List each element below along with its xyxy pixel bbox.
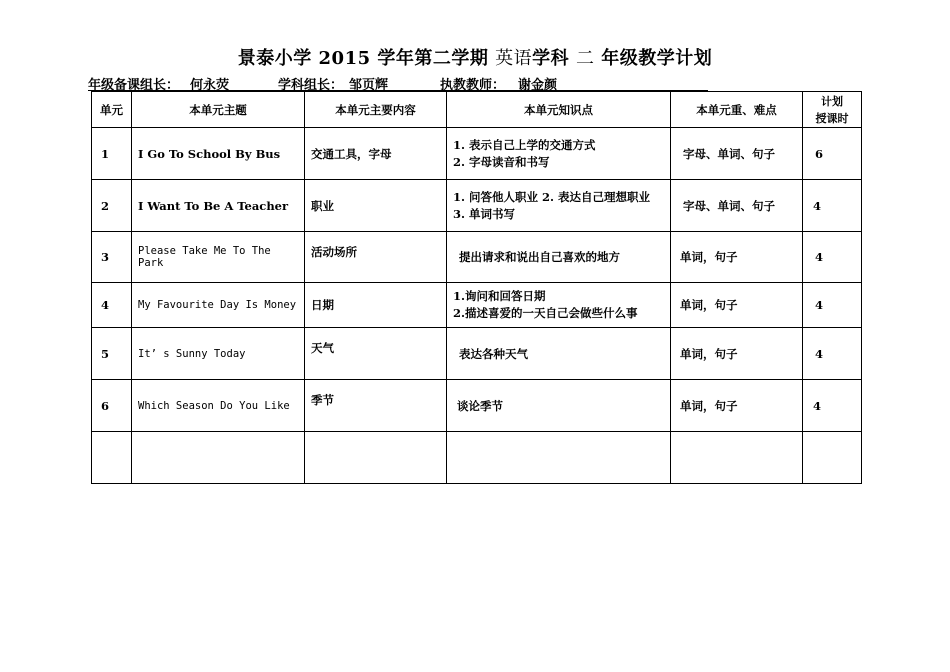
unit-number: 5 [92, 328, 132, 380]
unit-knowledge [447, 128, 671, 180]
unit-hours: 4 [803, 180, 862, 232]
header-unit: 单元 [92, 92, 132, 128]
empty-cell [305, 432, 447, 484]
empty-cell [132, 432, 305, 484]
table-row [92, 128, 862, 180]
unit-knowledge [447, 180, 671, 232]
unit-theme: Please Take Me To The Park [132, 232, 305, 283]
unit-hours: 4 [803, 232, 862, 283]
unit-knowledge: 提出请求和说出自己喜欢的地方 [447, 232, 671, 283]
unit-hours: 4 [803, 328, 862, 380]
unit-theme: I Want To Be A Teacher [132, 180, 305, 232]
unit-number: 3 [92, 232, 132, 283]
knowledge-line: 1.询问和回答日期 [453, 289, 546, 303]
knowledge-line: 1. 问答他人职业 2. 表达自己理想职业 [453, 189, 651, 204]
unit-content: 活动场所 [305, 232, 447, 283]
table-row-empty [92, 432, 862, 484]
unit-hours: 6 [803, 128, 862, 180]
unit-difficulty: 单词，句子 [671, 283, 803, 328]
unit-difficulty: 字母、单词、句子 [671, 128, 803, 180]
header-theme: 本单元主题 [132, 92, 305, 128]
empty-cell [803, 432, 862, 484]
empty-cell [447, 432, 671, 484]
empty-cell [92, 432, 132, 484]
table-row [92, 232, 862, 283]
header-hours-line2: 授课时 [815, 111, 849, 125]
unit-number: 1 [92, 128, 132, 180]
unit-theme: I Go To School By Bus [132, 128, 305, 180]
unit-theme: My Favourite Day Is Money [132, 283, 305, 328]
empty-cell [671, 432, 803, 484]
table-row [92, 328, 862, 380]
subject-leader-name: 邹页辉 [349, 78, 389, 93]
unit-content: 天气 [305, 328, 447, 380]
staff-info-line [88, 74, 708, 91]
table-row [92, 283, 862, 328]
unit-knowledge: 谈论季节 [447, 380, 671, 432]
header-content: 本单元主要内容 [305, 92, 447, 128]
header-knowledge: 本单元知识点 [447, 92, 671, 128]
table-row [92, 380, 862, 432]
unit-difficulty: 单词，句子 [671, 380, 803, 432]
unit-content: 职业 [305, 180, 447, 232]
unit-number: 4 [92, 283, 132, 328]
grade-leader-label: 年级备课组长： [88, 78, 180, 93]
teacher-name: 谢金颜 [518, 78, 558, 93]
unit-hours: 4 [803, 283, 862, 328]
unit-knowledge: 表达各种天气 [447, 328, 671, 380]
unit-content: 日期 [305, 283, 447, 328]
knowledge-line: 2. 字母读音和书写 [453, 154, 550, 169]
knowledge-line: 2.描述喜爱的一天自己会做些什么事 [453, 306, 638, 320]
title-part-subject-suffix: 学科 [532, 48, 576, 69]
title-part-subject: 英语 [495, 48, 533, 69]
knowledge-line: 1. 表示自己上学的交通方式 [453, 137, 596, 152]
document-title [0, 44, 950, 70]
unit-difficulty: 单词，句子 [671, 232, 803, 283]
unit-content: 季节 [305, 380, 447, 432]
unit-theme: Which Season Do You Like [132, 380, 305, 432]
teaching-plan-table [91, 91, 862, 484]
unit-theme: It’ s Sunny Today [132, 328, 305, 380]
unit-knowledge [447, 283, 671, 328]
title-part-grade: 二 [575, 48, 595, 69]
table-row [92, 180, 862, 232]
header-difficulty: 本单元重、难点 [671, 92, 803, 128]
teacher-label: 执教教师： [440, 78, 506, 93]
unit-difficulty: 字母、单词、句子 [671, 180, 803, 232]
unit-difficulty: 单词，句子 [671, 328, 803, 380]
header-hours [803, 92, 862, 128]
title-part-school: 景泰小学 2015 学年第二学期 [237, 48, 496, 69]
knowledge-line: 3. 单词书写 [453, 206, 516, 221]
unit-hours: 4 [803, 380, 862, 432]
subject-leader-label: 学科组长： [278, 78, 344, 93]
header-hours-line1: 计划 [821, 94, 843, 108]
table-header-row [92, 92, 862, 128]
grade-leader-name: 何永荧 [190, 78, 230, 93]
unit-number: 2 [92, 180, 132, 232]
title-part-plan: 年级教学计划 [594, 48, 713, 69]
unit-number: 6 [92, 380, 132, 432]
unit-content: 交通工具，字母 [305, 128, 447, 180]
